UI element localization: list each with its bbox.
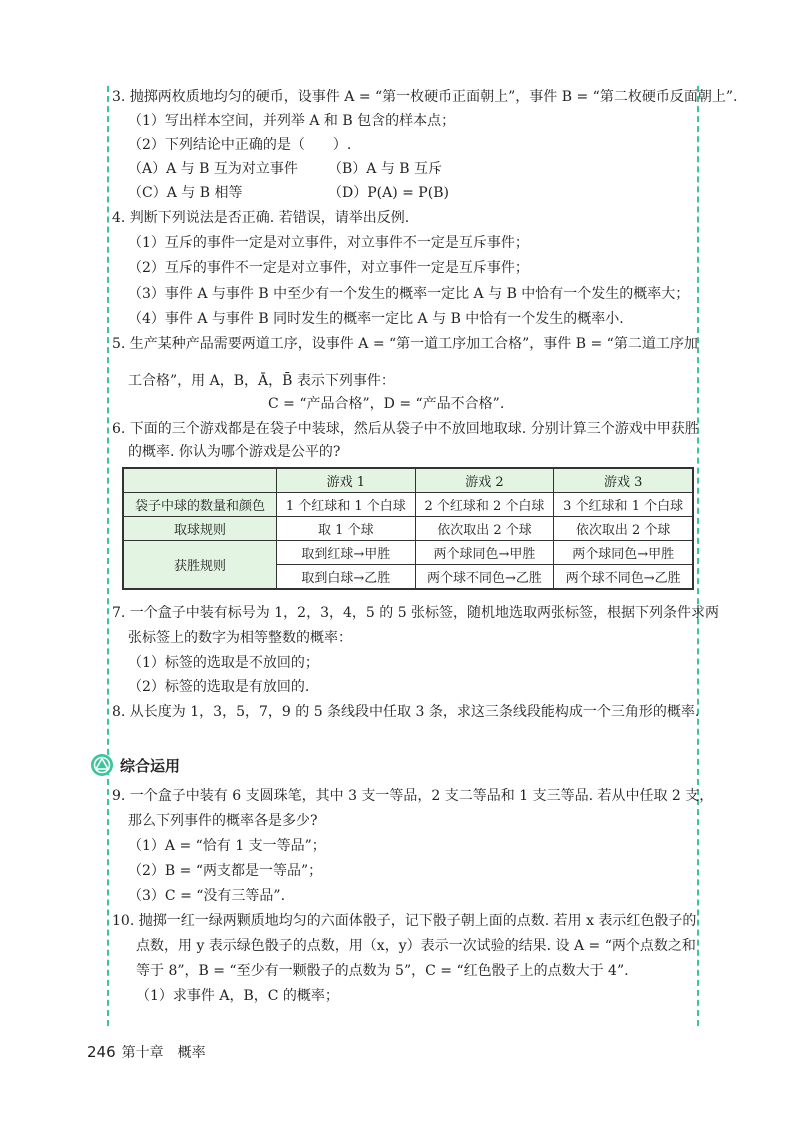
table-row [123,517,693,541]
q4-part4: （4）事件 A 与事件 B 同时发生的概率一定比 A 与 B 中恰有一个发生的概率小. [128,311,624,327]
q7-part1: （1）标签的选取是不放回的； [128,655,319,671]
row-head-balls: 袋子中球的数量和颜色 [123,493,277,517]
q9-part2: （2）B = “两支都是一等品”； [128,863,323,879]
section-title: 综合运用 [120,756,181,775]
q8-stem: 8. 从长度为 1，3，5，7，9 的 5 条线段中任取 3 条，求这三条线段能构成一个三角形的概率. [112,704,700,720]
row-head-win: 获胜规则 [123,541,277,590]
q3-stem: 3. 抛掷两枚质地均匀的硬币，设事件 A = “第一枚硬币正面朝上”，事件 B = “第二枚硬币反面朝上”. [112,89,738,105]
table-cell: 3 个红球和 1 个白球 [554,493,693,517]
table-header-row [123,468,693,493]
q10-continued-1: 点数，用 y 表示绿色骰子的点数，用（x，y）表示一次试验的结果. 设 A = “两个点数之和 [136,938,696,954]
q4-part3: （3）事件 A 与事件 B 中至少有一个发生的概率一定比 A 与 B 中恰有一个发生的概率大； [128,286,690,302]
section-header [90,752,180,778]
q3-option-c: （C）A 与 B 相等 [128,185,243,201]
table-corner-cell [123,468,277,493]
table-row [123,493,693,517]
header-game-3: 游戏 3 [554,468,693,493]
table-row [123,541,693,565]
table-cell: 取到白球→乙胜 [277,565,416,590]
q9-part1: （1）A = “恰有 1 支一等品”； [128,838,326,854]
table-cell: 依次取出 2 个球 [554,517,693,541]
q5-continued: 工合格”，用 A，B，Ā，B̄ 表示下列事件： [128,373,395,389]
header-game-1: 游戏 1 [277,468,416,493]
q7-part2: （2）标签的选取是有放回的. [128,679,310,695]
table-cell: 两个球同色→甲胜 [554,541,693,565]
page-footer [87,1042,206,1062]
q4-stem: 4. 判断下列说法是否正确. 若错误，请举出反例. [112,210,410,226]
q5-stem: 5. 生产某种产品需要两道工序，设事件 A = “第一道工序加工合格”，事件 B = “第二道工序加 [112,336,698,352]
table-cell: 两个球不同色→乙胜 [554,565,693,590]
q3-option-d: （D）P(A) = P(B) [328,185,449,201]
q9-continued: 那么下列事件的概率各是多少? [128,813,318,829]
q6-stem: 6. 下面的三个游戏都是在袋子中装球，然后从袋子中不放回地取球. 分别计算三个游戏中甲获胜 [112,421,699,437]
q4-part2: （2）互斥的事件不一定是对立事件，对立事件一定是互斥事件； [128,260,529,276]
q3-part2: （2）下列结论中正确的是（ ）. [128,137,352,153]
q9-part3: （3）C = “没有三等品”. [128,888,286,904]
q5-formula: C = “产品合格”，D = “产品不合格”. [268,396,505,412]
table-cell: 两个球同色→甲胜 [415,541,554,565]
q10-continued-2: 等于 8”，B = “至少有一颗骰子的点数为 5”，C = “红色骰子上的点数大于 4”. [136,963,629,979]
table-cell: 取到红球→甲胜 [277,541,416,565]
q3-part1: （1）写出样本空间，并列举 A 和 B 包含的样本点； [128,113,456,129]
q10-stem: 10. 抛掷一红一绿两颗质地均匀的六面体骰子，记下骰子朝上面的点数. 若用 x 表示红色骰子的 [112,913,697,929]
row-head-rule: 取球规则 [123,517,277,541]
q3-option-b: （B）A 与 B 互斥 [328,161,443,177]
q9-stem: 9. 一个盒子中装有 6 支圆珠笔，其中 3 支一等品，2 支二等品和 1 支三等品. 若从中任取 2 支， [112,788,714,804]
q7-continued: 张标签上的数字为相等整数的概率： [128,630,352,646]
q7-stem: 7. 一个盒子中装有标号为 1，2，3，4，5 的 5 张标签，随机地选取两张标签，根据下列条件求两 [112,605,720,621]
left-border-dashes [107,86,109,1026]
q4-part1: （1）互斥的事件一定是对立事件，对立事件不一定是互斥事件； [128,235,529,251]
table-cell: 取 1 个球 [277,517,416,541]
header-game-2: 游戏 2 [415,468,554,493]
q3-option-a: （A）A 与 B 互为对立事件 [128,161,298,177]
table-cell: 两个球不同色→乙胜 [415,565,554,590]
games-table [122,467,694,590]
table-cell: 2 个红球和 2 个白球 [415,493,554,517]
right-border-dashes [697,86,699,1026]
q10-part1: （1）求事件 A，B，C 的概率； [136,988,339,1004]
triangle-circle-icon [90,753,114,777]
table-cell: 依次取出 2 个球 [415,517,554,541]
chapter-title: 第十章 概率 [121,1045,206,1061]
page-number: 246 [87,1043,116,1061]
table-cell: 1 个红球和 1 个白球 [277,493,416,517]
q6-continued: 的概率. 你认为哪个游戏是公平的? [128,444,341,460]
